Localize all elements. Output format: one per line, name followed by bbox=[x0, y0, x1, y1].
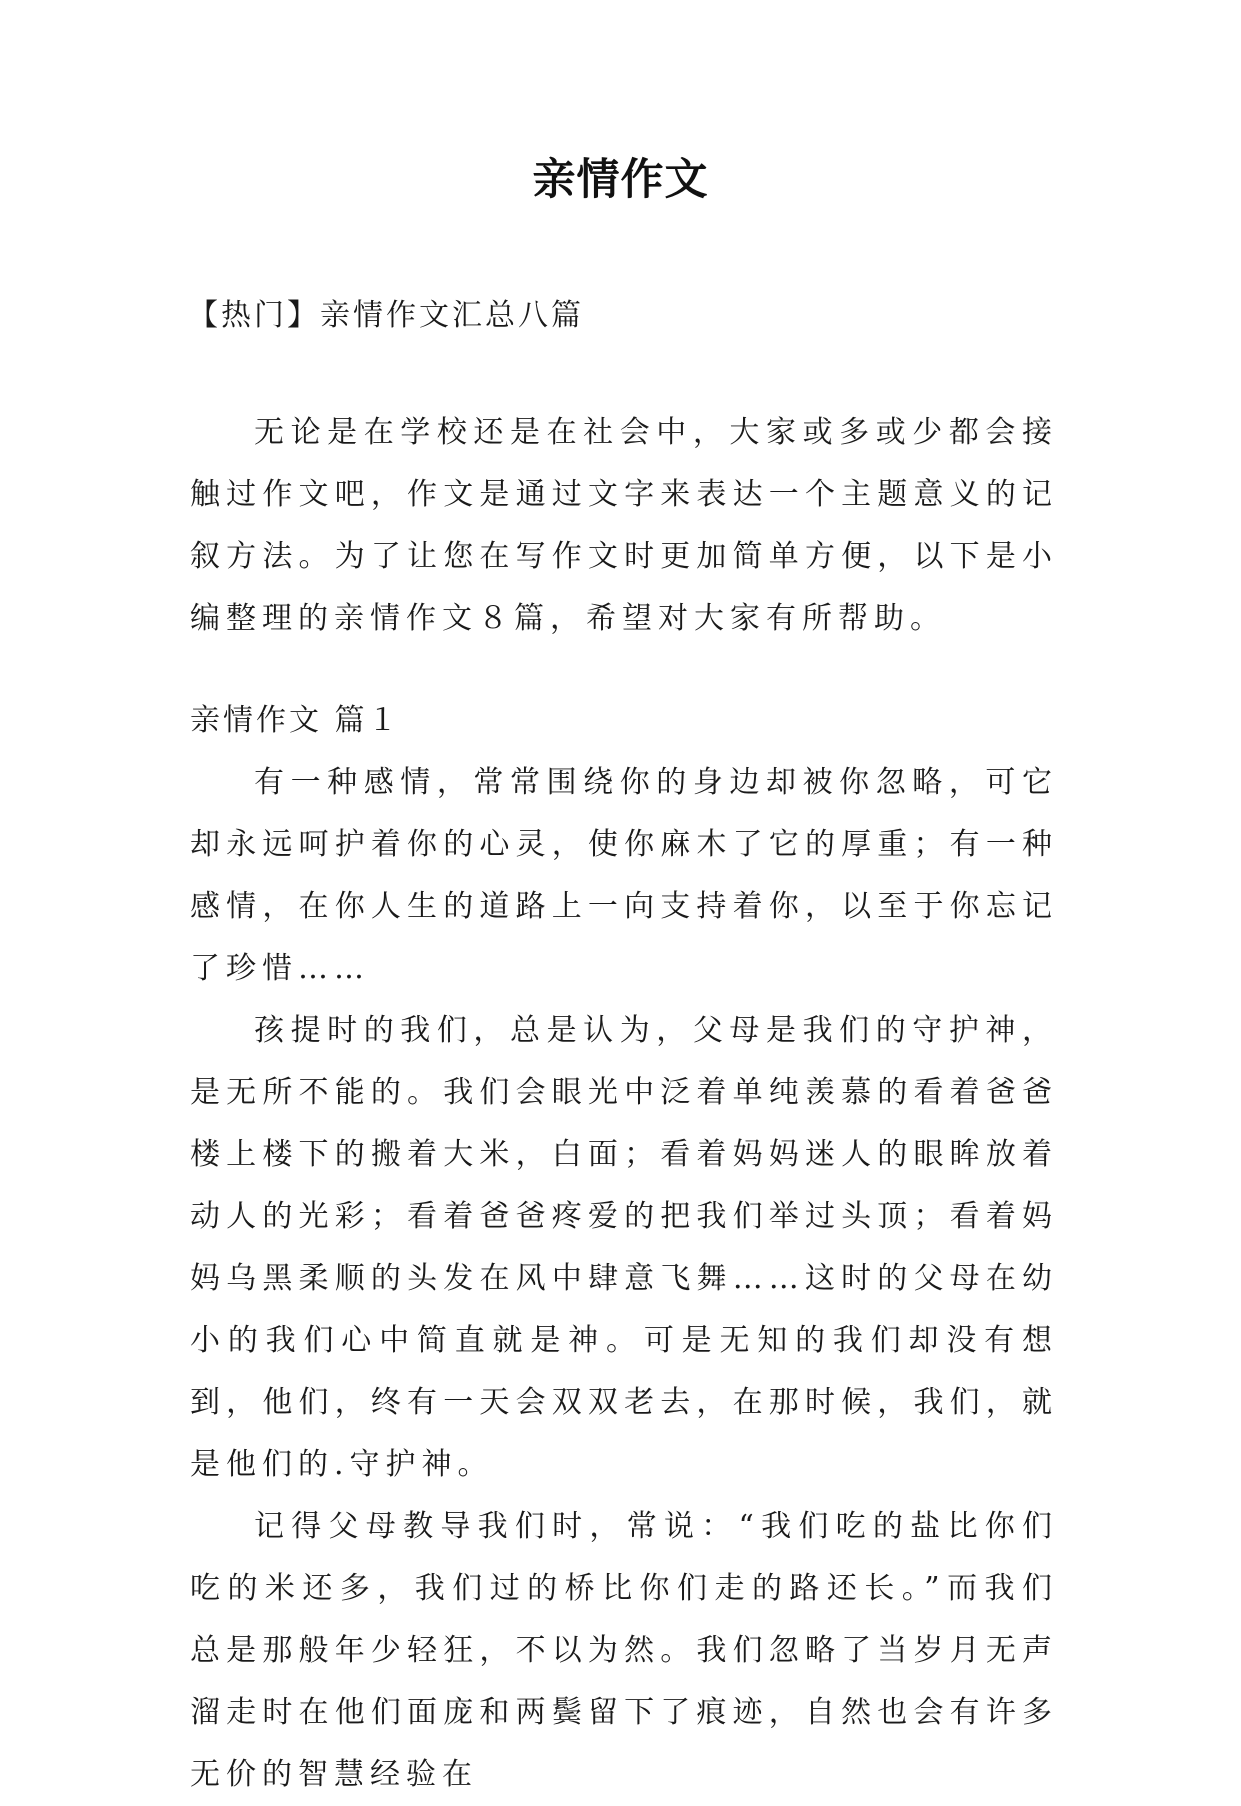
intro-paragraph: 无论是在学校还是在社会中，大家或多或少都会接触过作文吧，作文是通过文字来表达一个主题意义的记叙方法。为了让您在写作文时更加简单方便，以下是小编整理的亲情作文８篇，希望对大家有所帮助。 bbox=[190, 415, 1058, 636]
essay-body bbox=[190, 752, 1058, 1806]
page-title: 亲情作文 bbox=[532, 155, 709, 205]
essay-paragraph-1: 有一种感情，常常围绕你的身边却被你忽略，可它却永远呵护着你的心灵，使你麻木了它的厚重；有一种感情，在你人生的道路上一向支持着你，以至于你忘记了珍惜…… bbox=[190, 765, 1058, 986]
document-subtitle: 【热门】亲情作文汇总八篇 bbox=[188, 298, 584, 333]
section-heading: 亲情作文 篇１ bbox=[190, 703, 401, 738]
essay-paragraph-2: 孩提时的我们，总是认为，父母是我们的守护神，是无所不能的。我们会眼光中泛着单纯羡慕的看着爸爸楼上楼下的搬着大米，白面；看着妈妈迷人的眼眸放着动人的光彩；看着爸爸疼爱的把我们举过头顶；看着妈妈乌黑柔顺的头发在风中肆意飞舞……这时的父母在幼小的我们心中简直就是神。可是无知的我们却没有想到，他们，终有一天会双双老去，在那时候，我们，就是他们的.守护神。 bbox=[190, 1013, 1058, 1482]
essay-paragraph-3: 记得父母教导我们时，常说：“我们吃的盐比你们吃的米还多，我们过的桥比你们走的路还长。”而我们总是那般年少轻狂，不以为然。我们忽略了当岁月无声溜走时在他们面庞和两鬓留下了痕迹，自然也会有许多无价的智慧经验在 bbox=[190, 1509, 1058, 1792]
